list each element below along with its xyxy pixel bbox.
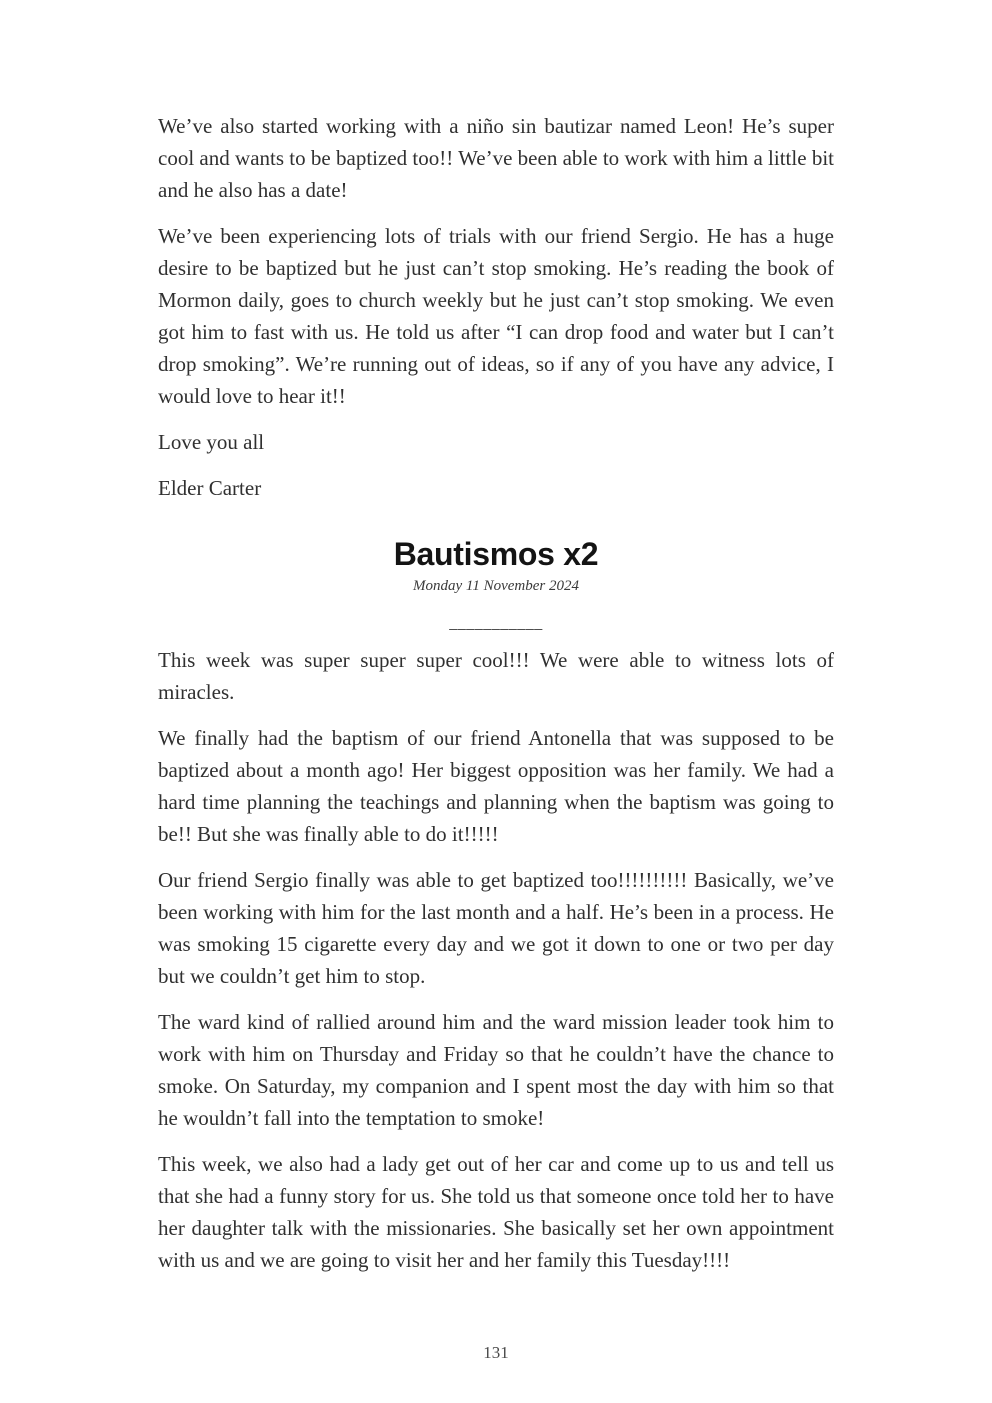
letter-signoff: [158, 426, 834, 504]
page-number: 131: [483, 1343, 509, 1362]
signoff-line: Love you all: [158, 430, 265, 454]
paragraph: Our friend Sergio finally was able to get baptized too!!!!!!!!!! Basically, we’ve been working with him for the last month and a half. He’s been in a process. He was smoking 15 cigarette every day and we got it down to one or two per day but we couldn’t get him to stop.: [158, 868, 834, 988]
section-divider: ___________: [449, 615, 543, 632]
entry-date: Monday 11 November 2024: [413, 578, 579, 594]
paragraph: This week, we also had a lady get out of her car and come up to us and tell us that she had a funny story for us. She told us that someone once told her to have her daughter talk with the missionaries. She basically set her own appointment with us and we are going to visit her and her family this Tuesday!!!!: [158, 1152, 834, 1272]
paragraph: We finally had the baptism of our friend Antonella that was supposed to be baptized about a month ago! Her biggest opposition was her family. We had a hard time planning the teachings and planning when the baptism was going to be!! But she was finally able to do it!!!!!: [158, 726, 834, 846]
paragraph: We’ve also started working with a niño sin bautizar named Leon! He’s super cool and wants to be baptized too!! We’ve been able to work with him a little bit and he also has a date!: [158, 114, 834, 202]
page-content: [158, 0, 834, 1276]
signature: Elder Carter: [158, 476, 262, 500]
entry-header: [158, 534, 834, 596]
paragraph: This week was super super super cool!!! We were able to witness lots of miracles.: [158, 648, 834, 704]
paragraph: The ward kind of rallied around him and the ward mission leader took him to work with him on Thursday and Friday so that he couldn’t have the chance to smoke. On Saturday, my companion and I spent most the day with him so that he wouldn’t fall into the temptation to smoke!: [158, 1010, 834, 1130]
entry-title: Bautismos x2: [393, 536, 599, 572]
paragraph: We’ve been experiencing lots of trials with our friend Sergio. He has a huge desire to be baptized but he just can’t stop smoking. He’s reading the book of Mormon daily, goes to church weekly but he just can’t stop smoking. We even got him to fast with us. He told us after “I can drop food and water but I can’t drop smoking”. We’re running out of ideas, so if any of you have any advice, I would love to hear it!!: [158, 224, 834, 408]
